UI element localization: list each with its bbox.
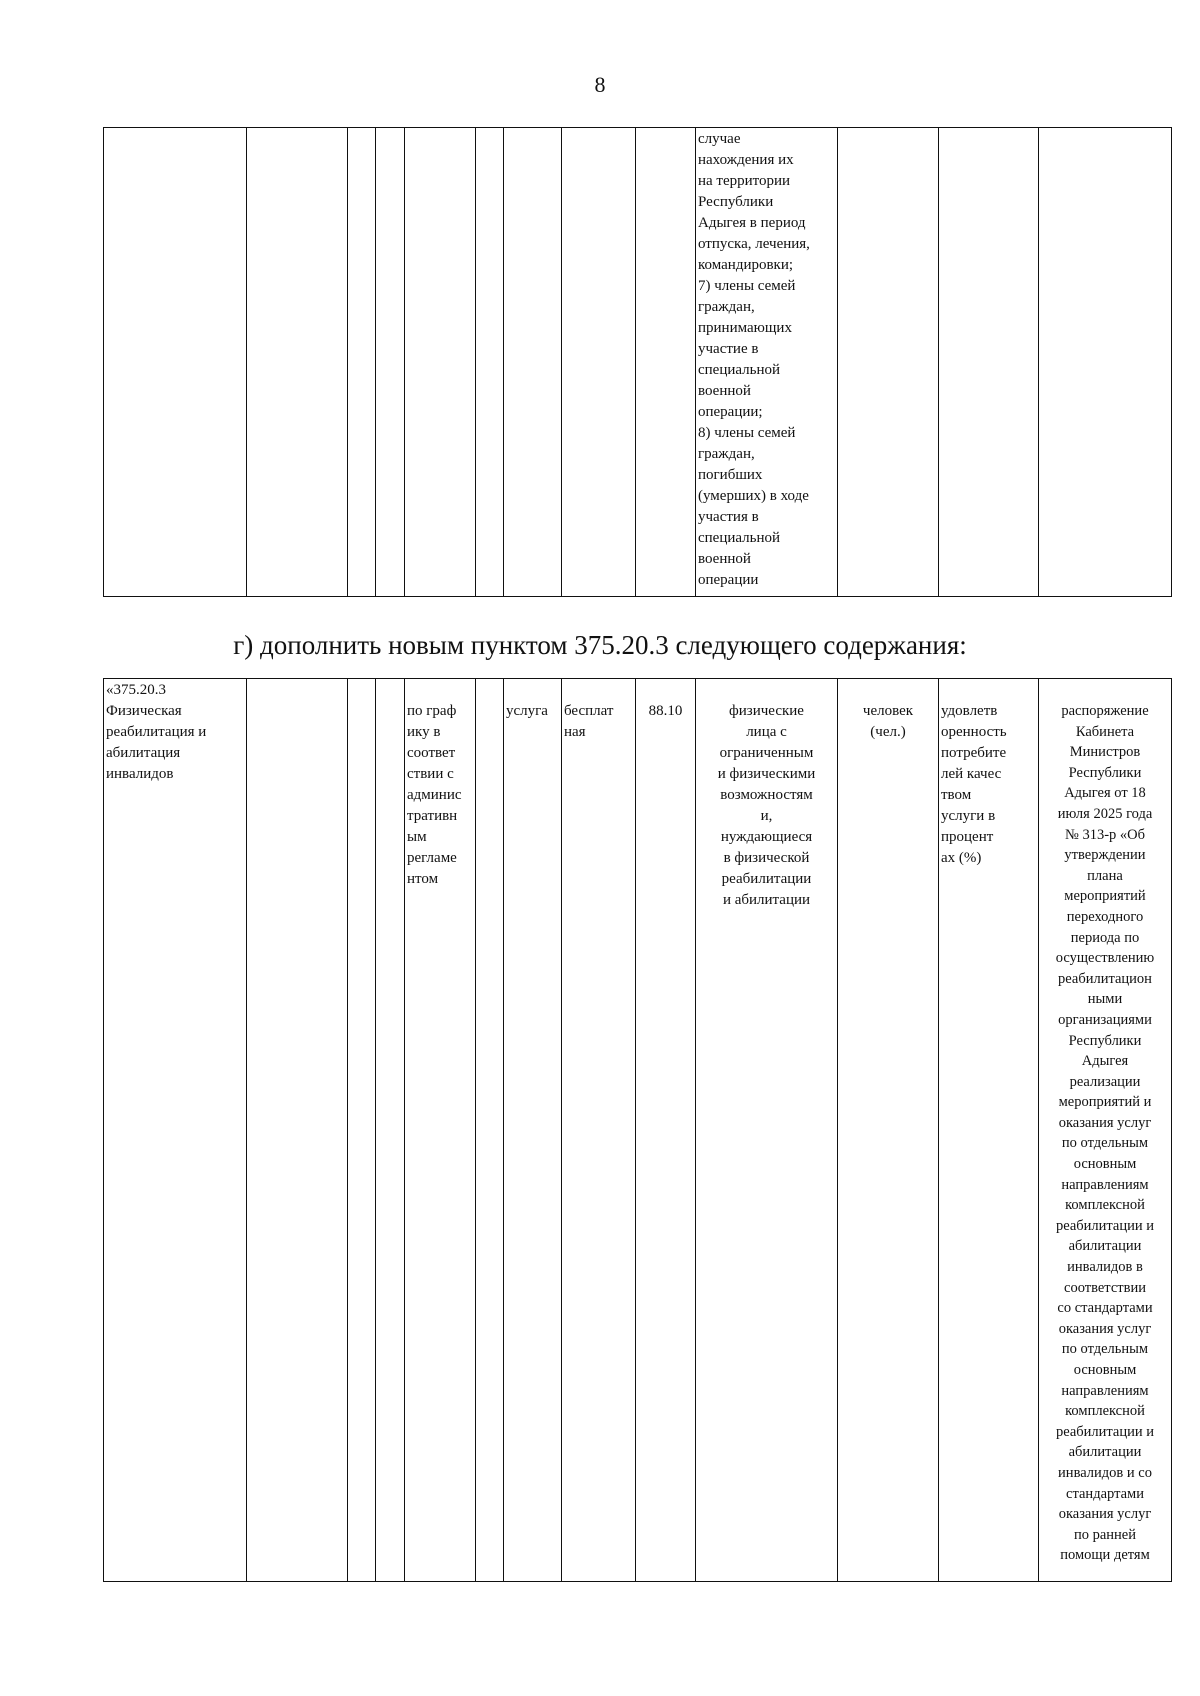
cell-empty [348,679,376,1582]
cell-empty [476,128,504,597]
cell-schedule: по граф ику в соответ ствии с админис тративн ым регламе нтом [405,679,476,1582]
cell-code: 88.10 [636,679,696,1582]
cell-empty [247,679,348,1582]
cell-type: услуга [504,679,562,1582]
cell-code [636,128,696,597]
table-new-item [103,678,1172,1582]
cell-unit [838,128,939,597]
cell-basis: распоряжение Кабинета Министров Республики Адыгея от 18 июля 2025 года № 313-р «Об утверждении плана мероприятий переходного периода по осуществлению реабилитацион ными организациями Республики Адыгея реализации мероприятий и оказания услуг по отдельным основным направлениям комплексной реабилитации и абилитации инвалидов в соответствии со стандартами оказания услуг по отдельным основным направлениям комплексной реабилитации и абилитации инвалидов и со стандартами оказания услуг по ранней помощи детям [1039,679,1172,1582]
cell-empty [348,128,376,597]
cell-quality: удовлетв оренность потребите лей качес твом услуги в процент ах (%) [939,679,1039,1582]
cell-empty [376,679,405,1582]
cell-empty [376,128,405,597]
cell-schedule [405,128,476,597]
cell-payment: бесплат ная [562,679,636,1582]
cell-type [504,128,562,597]
cell-unit: человек (чел.) [838,679,939,1582]
page-number: 8 [594,72,606,97]
table-row [104,128,1172,597]
amendment-heading: г) дополнить новым пунктом 375.20.3 следующего содержания: [233,630,967,660]
cell-recipients: физические лица с ограниченным и физическими возможностям и, нуждающиеся в физической реабилитации и абилитации [696,679,838,1582]
cell-quality [939,128,1039,597]
cell-beneficiaries: случае нахождения их на территории Республики Адыгея в период отпуска, лечения, командировки; 7) члены семей граждан, принимающих участие в специальной военной операции; 8) члены семей граждан, погибших (умерших) в ходе участия в специальной военной операции [696,128,838,597]
cell-name [104,128,247,597]
cell-item-name: «375.20.3 Физическая реабилитация и абилитация инвалидов [104,679,247,1582]
table-continuation [103,127,1172,597]
table-row [104,679,1172,1582]
cell-basis [1039,128,1172,597]
cell-empty [247,128,348,597]
cell-payment [562,128,636,597]
cell-empty [476,679,504,1582]
